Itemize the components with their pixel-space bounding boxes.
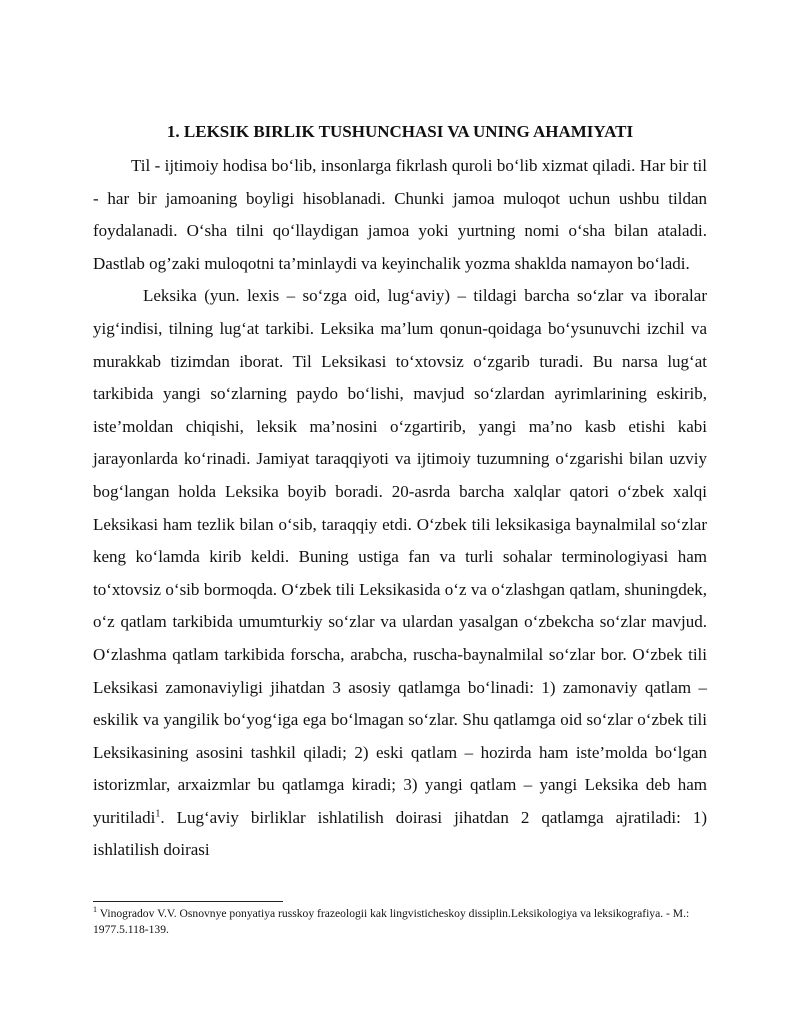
- body-text: [93, 150, 707, 867]
- paragraph-language-definition: Til - ijtimoiy hodisa bo‘lib, insonlarga fikrlash quroli bo‘lib xizmat qiladi. Har bir til - har bir jamoaning boyligi hisoblanadi. Chunki jamoa muloqot uchun ushbu tildan foydalanadi. O‘sha tilni qo‘llaydigan jamoa yoki yurtning nomi o‘sha bilan ataladi. Dastlab og’zaki muloqotni ta’minlaydi va keyinchalik yozma shaklda namayon bo‘ladi.: [93, 156, 707, 273]
- footnote-reference[interactable]: 1: [155, 808, 161, 820]
- paragraph-lexicon-tail-text: . Lug‘aviy birliklar ishlatilish doirasi jihatdan 2 qatlamga ajratiladi: 1) ishlatilish doirasi: [93, 807, 707, 860]
- footnote-number: 1: [93, 905, 97, 915]
- footnote: [93, 906, 707, 938]
- paragraph-lexicon-definition: [93, 280, 707, 867]
- section-heading: 1. LEKSIK BIRLIK TUSHUNCHASI VA UNING AHAMIYATI: [166, 122, 634, 141]
- footnote-separator: [93, 901, 283, 902]
- paragraph-lexicon-main-text: Leksika (yun. lexis – so‘zga oid, lug‘aviy) – tildagi barcha so‘zlar va iboralar yig‘indisi, tilning lug‘at tarkibi. Leksika ma’lum qonun-qoidaga bo‘ysunuvchi izchil va murakkab tizimdan iborat. Til Leksikasi to‘xtovsiz o‘zgarib turadi. Bu narsa lug‘at tarkibida yangi so‘zlarning paydo bo‘lishi, mavjud so‘zlardan ayrimlarining eskirib, iste’moldan chiqishi, leksik ma’nosini o‘zgartirib, yangi ma’no kasb etishi kabi jarayonlarda ko‘rinadi. Jamiyat taraqqiyoti va ijtimoiy tuzumning o‘zgarishi bilan uzviy bog‘langan holda Leksika boyib boradi. 20-asrda barcha xalqlar qatori o‘zbek xalqi Leksikasi ham tezlik bilan o‘sib, taraqqiy etdi. O‘zbek tili leksikasiga baynalmilal so‘zlar keng ko‘lamda kirib keldi. Buning ustiga fan va turli sohalar terminologiyasi ham to‘xtovsiz o‘sib bormoqda. O‘zbek tili Leksikasida o‘z va o‘zlashgan qatlam, shuningdek, o‘z qatlam tarkibida umumturkiy so‘zlar va ulardan yasalgan o‘zbekcha so‘zlar mavjud. O‘zlashma qatlam tarkibida forscha, arabcha, ruscha-baynalmilal so‘zlar bor. O‘zbek tili Leksikasi zamonaviyligi jihatdan 3 asosiy qatlamga bo‘linadi: 1) zamonaviy qatlam – eskilik va yangilik bo‘yog‘iga ega bo‘lmagan so‘zlar. Shu qatlamga oid so‘zlar o‘zbek tili Leksikasining asosini tashkil qiladi; 2) eski qatlam – hozirda ham iste’molda bo‘lgan istorizmlar, arxaizmlar bu qatlamga kiradi; 3) yangi qatlam – yangi Leksika deb ham yuritiladi: [93, 286, 707, 827]
- footnote-text: Vinogradov V.V. Osnovnye ponyatiya russkoy frazeologii kak lingvisticheskoy dissiplin.Leksikologiya va leksikografiya. - M.: 1977.5.118-139.: [93, 907, 690, 936]
